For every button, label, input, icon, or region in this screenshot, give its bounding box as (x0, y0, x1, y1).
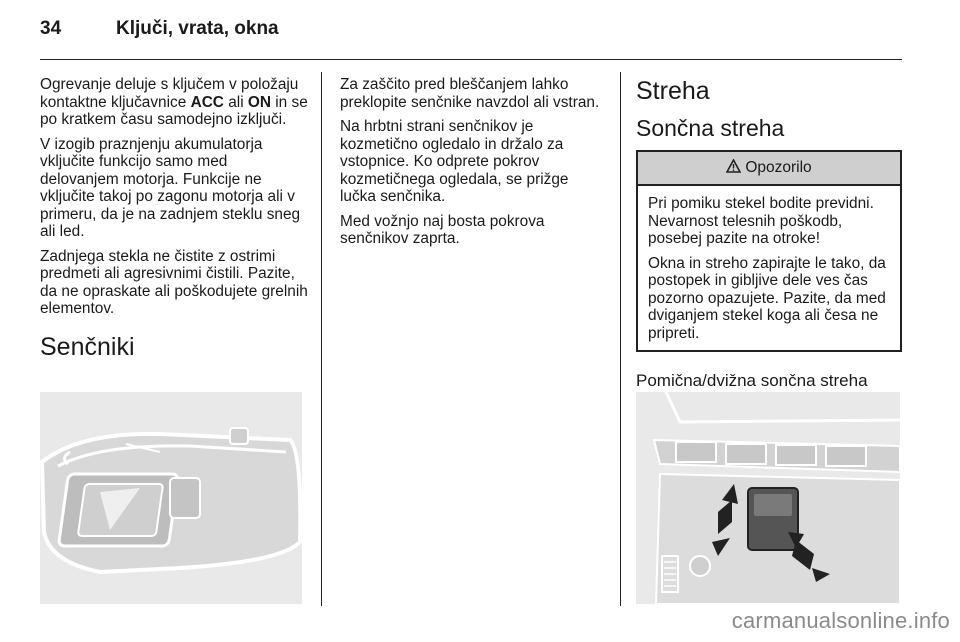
keyword-on: ON (247, 93, 271, 111)
watermark: carmanualsonline.info (731, 608, 950, 633)
paragraph-text: ali (223, 93, 248, 111)
subsection-heading-sunroof: Sončna streha (636, 115, 785, 141)
column-right (636, 76, 904, 392)
paragraph-text: Ogrevanje deluje s ključem v položaju kontaktne ključavnice (40, 76, 299, 111)
header-rule (40, 59, 902, 60)
paragraph-battery: V izogib praznjenju akumulatorja vključite funkcijo samo med delovanjem motorja. Funkcije ne vključite takoj po zagonu motorja ali v primeru, da je na zadnjem steklu sneg ali led. (40, 135, 301, 240)
sunroof-switch-illustration (636, 392, 900, 604)
column-divider-2 (620, 72, 621, 606)
column-left (40, 76, 308, 362)
paragraph-close-covers: Med vožnjo naj bosta pokrova senčnikov zaprta. (340, 212, 545, 247)
page-number: 34 (40, 18, 62, 39)
warning-title: Opozorilo (745, 159, 812, 177)
paragraph-visor-use: Za zaščito pred bleščanjem lahko preklopite senčnike navzdol ali vstran. (340, 76, 600, 111)
section-heading-sun-visors: Senčniki (40, 332, 135, 361)
subsection-heading-sliding-roof: Pomična/dvižna sončna streha (636, 371, 868, 390)
paragraph-vanity-mirror: Na hrbtni strani senčnikov je kozmetično ogledalo in držalo za vstopnice. Ko odprete pokrov kozmetičnega ogledala, se prižge lučka senčnika. (340, 118, 569, 205)
section-heading-roof: Streha (636, 77, 710, 105)
page-header (40, 18, 279, 48)
paragraph-heating (40, 76, 308, 129)
warning-triangle-icon (726, 159, 741, 178)
column-divider-1 (321, 72, 322, 606)
paragraph-cleaning: Zadnjega stekla ne čistite z ostrimi predmeti ali agresivnimi čistili. Pazite, da ne opraskate ali poškodujete grelnih elementov. (40, 247, 308, 317)
sun-visor-illustration (40, 392, 302, 604)
column-middle (340, 76, 608, 255)
warning-paragraph-2: Okna in streho zapirajte le tako, da postopek in gibljive dele ves čas pozorno opazujete. Pazite, da med dviganjem stekel koga ali česa ne pripreti. (648, 254, 886, 342)
warning-paragraph-1: Pri pomiku stekel bodite previdni. Nevarnost telesnih poškodb, posebej pazite na otroke! (648, 195, 874, 247)
chapter-title: Ključi, vrata, okna (116, 18, 279, 39)
warning-header (638, 152, 900, 186)
keyword-acc: ACC (190, 93, 224, 111)
warning-box (636, 150, 902, 352)
warning-body (638, 186, 900, 350)
paragraph-text: in se po kratkem času samodejno izključi. (40, 93, 308, 128)
